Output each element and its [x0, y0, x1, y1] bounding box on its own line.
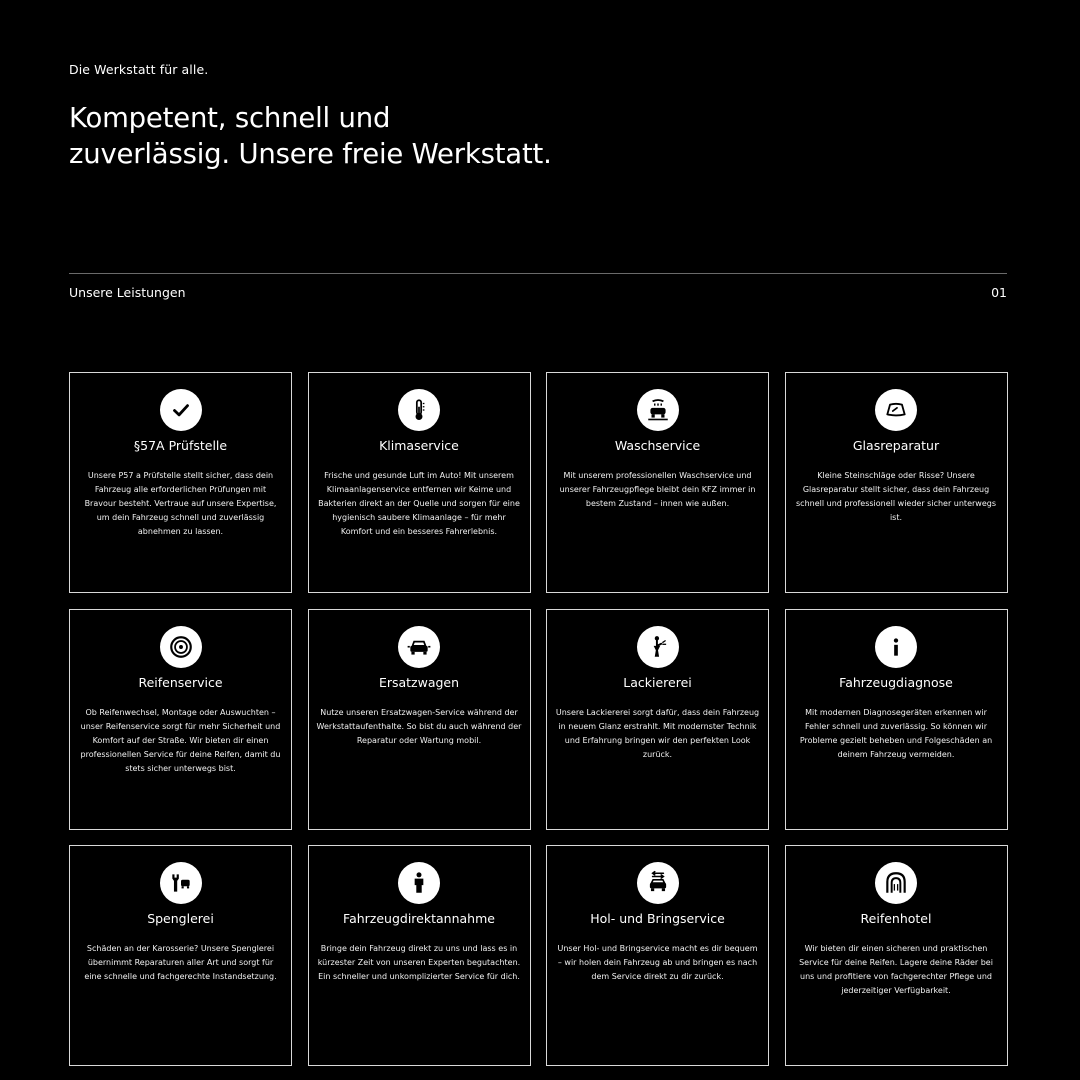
windshield-icon	[875, 389, 917, 431]
service-title: Reifenhotel	[860, 911, 932, 926]
service-description: Mit unserem professionellen Waschservice und unserer Fahrzeugpflege bleibt dein KFZ immer in bestem Zustand – innen wie außen.	[559, 471, 756, 508]
service-description: Unser Hol- und Bringservice macht es dir bequem – wir holen dein Fahrzeug ab und bringen es nach dem Service direkt zu dir zurück.	[557, 944, 758, 981]
section-number: 01	[991, 285, 1007, 300]
service-card-reifenhotel[interactable]	[785, 845, 1008, 1066]
service-description: Unsere Lackiererei sorgt dafür, dass dein Fahrzeug in neuem Glanz erstrahlt. Mit modernster Technik und Erfahrung bringen wir den perfekten Look zurück.	[555, 707, 760, 759]
service-title: Reifenservice	[138, 674, 223, 690]
service-description: Ob Reifenwechsel, Montage oder Auswuchten – unser Reifenservice sorgt für mehr Sicherheit und Komfort auf der Straße. Wir bieten dir einen professionellen Service für deine Reifen, damit du stets sicher unterwegs bist.	[80, 707, 281, 773]
service-card-klimaservice[interactable]	[308, 372, 531, 593]
car-wash-icon	[637, 389, 679, 431]
page-title	[69, 100, 769, 172]
service-title: Klimaservice	[379, 438, 459, 453]
service-title: Fahrzeugdiagnose	[839, 674, 953, 690]
info-icon	[875, 626, 917, 668]
service-title: Spenglerei	[147, 911, 214, 926]
tire-storage-icon	[875, 862, 917, 904]
service-card-hol-und-bringservice[interactable]	[546, 845, 769, 1066]
car-transfer-icon	[637, 862, 679, 904]
service-card-ersatzwagen[interactable]	[308, 609, 531, 830]
service-title: Waschservice	[614, 438, 701, 453]
service-card-fahrzeugdiagnose[interactable]	[785, 609, 1008, 830]
service-title: Fahrzeugdirektannahme	[343, 911, 495, 926]
section-label: Unsere Leistungen	[69, 285, 186, 300]
service-card-lackiererei[interactable]	[546, 609, 769, 830]
tire-icon	[160, 626, 202, 668]
service-description: Unsere P57 a Prüfstelle stellt sicher, dass dein Fahrzeug alle erforderlichen Prüfungen mit Bravour besteht. Vertraue auf unsere Expertise, um dein Fahrzeug schnell und zuverlässig abnehmen zu lassen.	[84, 471, 277, 536]
service-title: Ersatzwagen	[378, 674, 460, 690]
service-description: Kleine Steinschläge oder Risse? Unsere Glasreparatur stellt sicher, dass dein Fahrzeug schnell und professionell wieder sicher unterwegs ist.	[796, 471, 996, 522]
service-description: Wir bieten dir einen sicheren und praktischen Service für deine Reifen. Lagere deine Räder bei uns und profitiere von fachgerechter Pflege und jederzeitiger Verfügbarkeit.	[799, 944, 993, 995]
section-divider	[69, 273, 1007, 274]
wrench-icon	[160, 862, 202, 904]
services-grid	[69, 372, 1008, 1066]
service-card-glasreparatur[interactable]	[785, 372, 1008, 593]
service-card-spenglerei[interactable]	[69, 845, 292, 1066]
checkmark-icon	[160, 389, 202, 431]
service-title: Glasreparatur	[852, 438, 940, 453]
service-description: Frische und gesunde Luft im Auto! Mit unserem Klimaanlagenservice entfernen wir Keime und Bakterien direkt an der Quelle und sorgen für eine hygienisch saubere Klimaanlage – für mehr Komfort und ein besseres Fahrerlebnis.	[318, 471, 520, 536]
service-title: Hol- und Bringservice	[590, 911, 725, 926]
person-icon	[398, 862, 440, 904]
service-description: Schäden an der Karosserie? Unsere Spenglerei übernimmt Reparaturen aller Art und sorgt für eine schnelle und fachgerechte Instandsetzung.	[84, 944, 277, 981]
service-description: Mit modernen Diagnosegeräten erkennen wir Fehler schnell und zuverlässig. So können wir Probleme gezielt beheben und Folgeschäden an deinem Fahrzeug vermeiden.	[799, 707, 993, 759]
service-card-waschservice[interactable]	[546, 372, 769, 593]
service-card-reifenservice[interactable]	[69, 609, 292, 830]
spray-paint-icon	[637, 626, 679, 668]
eyebrow-text: Die Werkstatt für alle.	[69, 62, 209, 77]
service-card-pruefstelle[interactable]	[69, 372, 292, 593]
service-title: §57A Prüfstelle	[133, 438, 228, 453]
car-front-icon	[398, 626, 440, 668]
service-description: Bringe dein Fahrzeug direkt zu uns und lass es in kürzester Zeit von unseren Experten begutachten. Ein schneller und unkomplizierter Service für dich.	[317, 944, 521, 981]
service-description: Nutze unseren Ersatzwagen-Service während der Werkstattaufenthalte. So bist du auch während der Reparatur oder Wartung mobil.	[316, 707, 522, 745]
service-card-fahrzeugdirektannahme[interactable]	[308, 845, 531, 1066]
thermometer-icon	[398, 389, 440, 431]
headline-line-1: Kompetent, schnell und	[69, 102, 391, 134]
service-title: Lackiererei	[623, 674, 692, 690]
headline-line-2: zuverlässig. Unsere freie Werkstatt.	[69, 138, 552, 170]
